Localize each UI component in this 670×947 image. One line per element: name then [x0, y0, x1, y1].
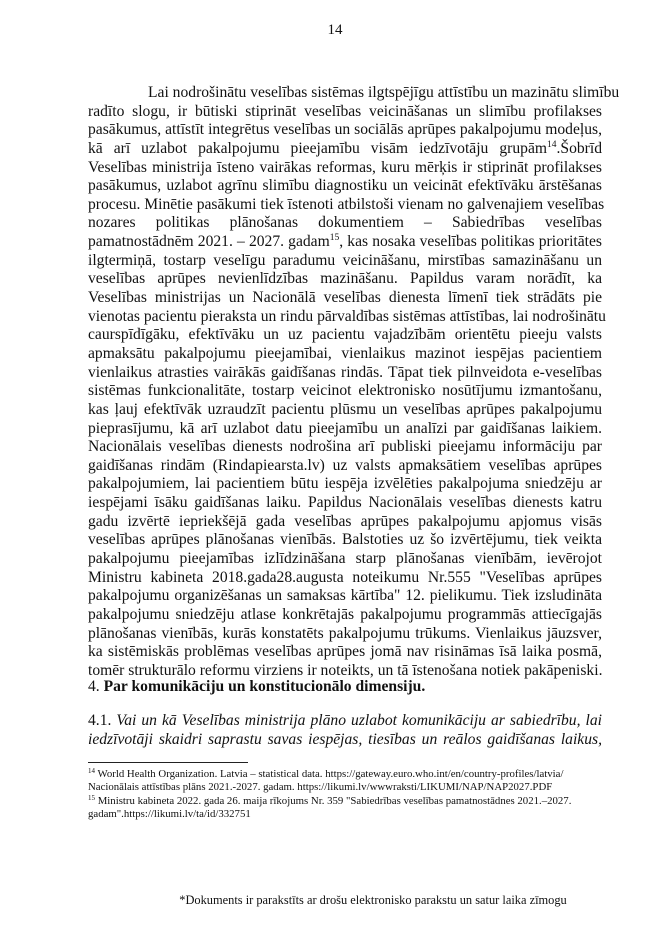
- paragraph-line: vienlaikus atrasties vairākās gaidīšanas rindās. Tāpat tiek pilnveidota e-veselības: [88, 363, 602, 381]
- paragraph-line: ka sistēmiskās problēmas veselības aprūpes jomā nav risināmas īsā laika posmā,: [88, 643, 602, 661]
- question-text: Vai un kā Veselības ministrija plāno uzlabot komunikāciju ar sabiedrību, lai: [116, 712, 602, 729]
- footnote-marker: 15: [88, 793, 95, 802]
- paragraph-line: pakalpojumu organizēšanas un samaksas kārtība" 12. pielikumu. Tiek izsludināta: [88, 587, 602, 605]
- footnotes: [88, 768, 628, 821]
- paragraph-line-text: .Šobrīd: [556, 139, 602, 157]
- paragraph-line: pakalpojumiem, lai pacientiem būtu iespēja izvēlēties pakalpojuma sniedzēju ar: [88, 475, 602, 493]
- paragraph-line: Lai nodrošinātu veselības sistēmas ilgtspējīgu attīstību un mazinātu slimību: [148, 84, 620, 101]
- body-paragraph: [88, 84, 620, 681]
- question-number: 4.1.: [88, 712, 112, 729]
- footnote-marker: 14: [88, 767, 95, 775]
- paragraph-line: radīto slogu, ir būtiski stiprināt veselības veicināšanas un slimību profilakses: [88, 102, 602, 120]
- paragraph-line: gaidīšanas rindām (Rindapiearsta.lv) uz valsts apmaksātiem veselības aprūpes: [88, 456, 602, 474]
- paragraph-line: Ministru kabineta 2018.gada28.augusta noteikumu Nr.555 "Veselības aprūpes: [88, 568, 602, 586]
- question-line: iedzīvotāji skaidri saprastu savas iespējas, tiesības un reālos gaidīšanas laikus,: [88, 730, 602, 748]
- paragraph-line: veselības aprūpes plānošanas vienībās. Balstoties uz šo izvērtējumu, tiek veikta: [88, 531, 602, 549]
- footnote-15: [88, 795, 628, 808]
- paragraph-line-text: kā arī uzlabot pakalpojumu pieejamību visām iedzīvotāju grupām: [88, 139, 547, 157]
- paragraph-line: Veselības ministrija īsteno vairākas reformas, kuru mērķis ir stiprināt profilakses: [88, 158, 602, 176]
- footnote-ref-15[interactable]: 15: [329, 233, 340, 244]
- paragraph-line: [88, 140, 602, 159]
- paragraph-line: tomēr strukturālo reformu virziens ir noteikts, un tā īstenošana notiek pakāpeniski.: [88, 661, 603, 679]
- signature-note: *Dokuments ir parakstīts ar drošu elektronisko parakstu un satur laika zīmogu: [179, 893, 567, 907]
- footnote-divider: [88, 762, 248, 763]
- paragraph-line: procesu. Minētie pasākumi tiek īstenoti atbilstoši vienam no galvenajiem veselības: [88, 195, 605, 213]
- footnote-14-cont: [88, 781, 628, 794]
- paragraph-line: pasākumus, uzlabot agrīnu slimību diagnostiku un veicināt efektīvāku ārstēšanas: [88, 177, 602, 195]
- paragraph-line: sistēmas funkcionalitāte, tostarp veicinot elektronisko nosūtījumu izmantošanu,: [88, 382, 602, 400]
- paragraph-line: caurspīdīgāku, efektīvāku un uz pacientu vajadzībām orientētu pieeju valsts: [88, 326, 602, 344]
- page-number: 14: [327, 22, 343, 38]
- footnote-text: gadam".https://likumi.lv/ta/id/332751: [88, 807, 251, 820]
- paragraph-line: [88, 233, 602, 252]
- paragraph-line: apmaksātu pakalpojumu pieejamībai, vienlaikus mazinot iespējas pacientiem: [88, 344, 602, 362]
- paragraph-line: nozares politikas plānošanas dokumentiem – Sabiedrības veselības: [88, 214, 602, 232]
- paragraph-line-text: , kas nosaka veselības politikas prioritātes: [339, 233, 602, 251]
- paragraph-line: pieprasījumu, kā arī uzlabot datu pieejamību un analīzi par gaidīšanas laikiem.: [88, 419, 602, 437]
- paragraph-line-text: pamatnostādnēm 2021. – 2027. gadam: [88, 233, 330, 251]
- section-number: 4.: [88, 678, 100, 695]
- paragraph-line: veselības aprūpes nevienlīdzības mazināšanu. Papildus varam norādīt, ka: [88, 270, 602, 288]
- question-block: [88, 712, 602, 749]
- paragraph-line: iespējami īsāku gaidīšanas laiku. Papildus Nacionālais veselības dienests katru: [88, 494, 602, 512]
- paragraph-line: pakalpojumu pieejamības izlīdzināšana starp plānošanas vienībām, ievērojot: [88, 550, 602, 568]
- footnote-15-cont: [88, 808, 628, 821]
- footnote-text: Ministru kabineta 2022. gada 26. maija rīkojums Nr. 359 "Sabiedrības veselības pamatnostādnes 2021.–2027.: [95, 794, 572, 807]
- section-heading: [88, 678, 425, 696]
- paragraph-line: vienotas pacientu pieraksta un rindu pārvaldības sistēmas attīstības, lai nodrošinātu: [88, 307, 606, 325]
- section-title: Par komunikāciju un konstitucionālo dimensiju.: [103, 678, 426, 695]
- paragraph-line: Nacionālais veselības dienests nodrošina arī publiski pieejamu informāciju par: [88, 438, 602, 456]
- question-line: [88, 712, 602, 731]
- paragraph-line: gadu izvērtē iepriekšējā gada veselības aprūpes pakalpojumu apjomus visās: [88, 512, 602, 530]
- paragraph-line: kas ļauj efektīvāk uzraudzīt pacientu plūsmu un veselības aprūpes pakalpojumu: [88, 400, 602, 418]
- footnote-text: World Health Organization. Latvia – statistical data. https://gateway.euro.who.int/en/country-profiles/latvia/: [95, 768, 564, 780]
- footnote-14: [88, 768, 628, 781]
- paragraph-line: pakalpojumu sniedzēju atlase konkrētajās pakalpojumu programmās attiecīgajās: [88, 605, 602, 623]
- footnote-ref-14[interactable]: 14: [547, 139, 557, 150]
- paragraph-line: ilgtermiņā, tostarp veselīgu paradumu veicināšanu, mirstības samazināšanu un: [88, 251, 602, 269]
- footnote-text: Nacionālais attīstības plāns 2021.-2027. gadam. https://likumi.lv/wwwraksti/LIKUMI/NAP/NAP2027.PDF: [88, 781, 553, 794]
- paragraph-line: plānošanas vienībās, kurās konstatēts pakalpojumu trūkums. Vienlaikus jāuzsver,: [88, 624, 602, 642]
- paragraph-line: Veselības ministrijas un Nacionālā veselības dienesta līmenī tiek strādāts pie: [88, 289, 602, 307]
- paragraph-line: pasākumus, attīstīt integrētus veselības un sociālās aprūpes pakalpojumu modeļus,: [88, 121, 602, 139]
